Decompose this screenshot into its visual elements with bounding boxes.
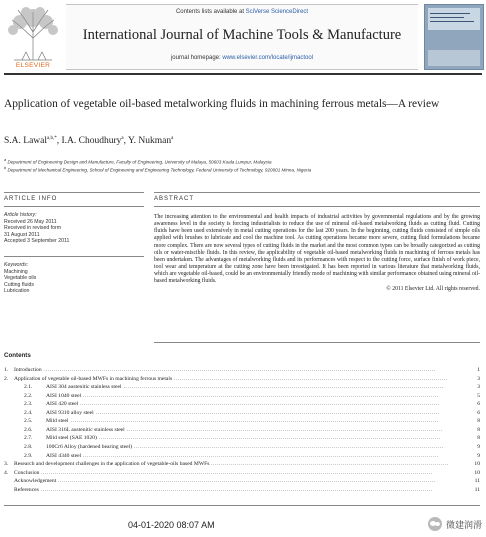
toc-title: Acknowledgement (14, 478, 57, 485)
journal-homepage-link[interactable]: www.elsevier.com/locate/ijmactool (222, 55, 314, 61)
toc-entry[interactable] (24, 443, 480, 451)
toc-page-number: 10 (474, 461, 480, 468)
elsevier-tree-logo (4, 4, 62, 66)
toc-leader-dots: ........................................................................................................................................................... (134, 443, 444, 450)
toc-page-number: 3 (477, 375, 480, 382)
toc-page-number: 8 (477, 435, 480, 442)
abstract-top-rule (154, 192, 480, 193)
toc-title: 100Cr6 Alloy (hardened bearing steel) (46, 443, 133, 450)
keyword: Lubrication (4, 288, 30, 295)
article-title: Application of vegetable oil-based metalworking fluids in machining ferrous metals—A review (4, 98, 440, 110)
toc-leader-dots: ............................................................................................................................................................................................. (58, 478, 436, 485)
toc-leader-dots: ......................................................................................................................................... (174, 375, 448, 382)
contents-available-prefix: Contents lists available at (175, 9, 246, 15)
history-line: Received 26 May 2011 (4, 218, 57, 225)
toc-page-number: 11 (474, 478, 480, 485)
author-superscript: a (121, 136, 124, 141)
toc-entry[interactable] (4, 477, 480, 485)
toc-number: 2.6. (24, 426, 33, 433)
toc-title: Conclusion (14, 469, 40, 476)
toc-entry[interactable] (4, 469, 480, 477)
toc-page-number: 9 (477, 452, 480, 459)
contents-bottom-rule (4, 505, 480, 506)
toc-entry[interactable] (4, 366, 480, 374)
article-info-rule (4, 206, 144, 207)
keywords-block (4, 262, 144, 295)
toc-title: Introduction (14, 367, 42, 373)
history-label: Article history: (4, 212, 37, 218)
journal-homepage-line (66, 55, 418, 61)
toc-number: 2.7. (24, 435, 33, 442)
abstract-body (154, 214, 480, 293)
toc-leader-dots: .................................................................................................................................................................................. (83, 392, 439, 399)
toc-entry[interactable] (24, 392, 480, 400)
affiliation-superscript: a (4, 157, 7, 162)
toc-number: 2.5. (24, 418, 33, 425)
affiliation-text: Department of Engineering Design and Manufacture, Faculty of Engineering, University of Malaya, 50603 Kuala Lumpur, Malaysia (7, 159, 272, 165)
contents-heading: Contents (4, 352, 31, 359)
article-info-heading: ARTICLE INFO (4, 196, 58, 202)
toc-entry[interactable] (24, 383, 480, 391)
homepage-prefix: journal homepage: (170, 55, 223, 61)
toc-page-number: 10 (474, 469, 480, 476)
toc-leader-dots: ............................................................................................................................................................................ (96, 409, 440, 416)
toc-leader-dots: .................................................................................................................................................................................................... (41, 469, 433, 476)
journal-cover-thumbnail (424, 4, 484, 70)
wechat-icon (428, 517, 442, 531)
screenshot-footer (0, 515, 486, 537)
toc-leader-dots: ........................................................................................................................................................................................ (71, 418, 439, 425)
abstract-rule (154, 206, 480, 207)
toc-number: 2. (4, 375, 9, 382)
toc-page-number: 8 (477, 418, 480, 425)
toc-leader-dots: .................................................................................................................................................................................................... (44, 367, 436, 373)
toc-entry[interactable] (24, 452, 480, 460)
toc-leader-dots: ........................................................................................................................................................................... (99, 435, 441, 442)
toc-page-number: 11 (474, 486, 480, 493)
keywords-label: Keywords: (4, 262, 29, 268)
toc-title: Application of vegetable oil-based MWFs in machining ferrous metals (14, 375, 173, 382)
toc-title: Mild steel (46, 418, 69, 425)
toc-entry[interactable] (24, 409, 480, 417)
toc-entry[interactable] (4, 375, 480, 383)
toc-title: Research and development challenges in the application of vegetable-oils based MWFs (14, 461, 210, 468)
affiliation-line (4, 165, 311, 173)
author-list: S.A. Lawal$^{a,b,*}$, I.A. Choudhury$^a$, Y. Nukman$^a$ (4, 136, 174, 147)
keyword: Cutting fluids (4, 281, 34, 288)
article-history (4, 212, 144, 245)
toc-leader-dots: ................................................................................................................................................................ (124, 384, 444, 391)
toc-title: AISI 4340 steel (46, 452, 82, 459)
toc-number: 2.3. (24, 401, 33, 408)
author-name[interactable]: Y. Nukman (128, 136, 172, 147)
toc-number: 2.8. (24, 443, 33, 450)
toc-leader-dots: .................................................................................................................................................................................... (80, 401, 440, 408)
toc-page-number: 1 (477, 367, 480, 373)
toc-title: Mild steel (SAE 1020) (46, 435, 97, 442)
watermark-text: 微建润滑 (445, 520, 482, 531)
abstract-heading: ABSTRACT (154, 196, 195, 202)
toc-leader-dots: .................................................................................................................................................................................................... (41, 486, 433, 493)
history-line: 31 August 2011 (4, 231, 40, 238)
sciencedirect-link[interactable]: SciVerse ScienceDirect (245, 9, 309, 15)
capture-timestamp: 04-01-2020 08:07 AM (128, 520, 215, 530)
affiliation-superscript: b (4, 165, 7, 170)
author-superscript: a,b,* (47, 136, 57, 141)
toc-number: 1. (4, 367, 9, 373)
publisher-logo-text: ELSEVIER (15, 62, 51, 69)
toc-entry[interactable] (24, 400, 480, 408)
toc-page-number: 8 (477, 426, 480, 433)
toc-page-number: 6 (477, 401, 480, 408)
author-name[interactable]: S.A. Lawal (4, 136, 48, 147)
affiliation-text: Department of Mechanical Engineering, School of Engineering and Engineering Technology, Federal University of Technology, 920001 Minna, Nigeria (7, 167, 312, 173)
keyword: Machining (4, 268, 28, 275)
toc-title: AISI 420 steel (46, 401, 79, 408)
header-rule (4, 73, 482, 75)
toc-leader-dots: .................................................................................................................................................................................. (83, 452, 439, 459)
abstract-bottom-rule (154, 342, 480, 343)
toc-entry[interactable] (24, 426, 480, 434)
toc-number: 3. (4, 461, 9, 468)
toc-number: 2.9. (24, 452, 33, 459)
toc-title: AISI 1040 steel (46, 392, 82, 399)
keyword: Vegetable oils (4, 275, 37, 282)
history-line: Received in revised form (4, 225, 62, 232)
toc-page-number: 5 (477, 392, 480, 399)
wechat-watermark (428, 517, 482, 531)
author-name[interactable]: I.A. Choudhury (61, 136, 122, 147)
article-info-top-rule (4, 192, 144, 193)
toc-number: 2.2. (24, 392, 33, 399)
toc-leader-dots: .............................................................................................................................................................. (127, 426, 443, 433)
author-superscript: a (171, 136, 174, 141)
toc-title: References (14, 486, 39, 493)
copyright-notice: © 2011 Elsevier Ltd. All rights reserved. (386, 285, 480, 292)
toc-page-number: 6 (477, 409, 480, 416)
toc-entry[interactable] (4, 460, 480, 468)
toc-page-number: 3 (477, 384, 480, 391)
toc-title: AISI 304 austenitic stainless steel (46, 384, 122, 391)
toc-title: AISI 316L austenitic stainless steel (46, 426, 125, 433)
toc-number: 2.4. (24, 409, 33, 416)
abstract-text: The increasing attention to the environmental and health impacts of industrial activities by governmental regulations and by the growing awareness level in the society is forcing industrialists to reduce the use of mineral oil-based metalworking fluids as cutting fluid. Cutting fluids have been used extensively in metal cutting operations for the last 200 years. In the beginning, cutting fluids consisted of simple oils applied with brushes to lubricate and cool the machine tool. As cutting operations became more severe, cutting fluid formulations became more complex. There are now several types of cutting fluids in the market and the most common types can be broadly categorized as cutting oils or water-miscible fluids. In this review, the applicability of vegetable oil-based metalworking fluids in machining of ferrous metals has been undertaken. The advantages of metalworking fluids and its performances with respect to the cutting force, surface finish of work piece, tool wear and temperature at the cutting zone have been investigated. It has been reported in various literature that metalworking fluids, which are vegetable oil-based, could be an environmentally friendly mode of machining with similar performance obtained using mineral oil-based metalworking fluids. (154, 214, 480, 285)
history-rule (4, 256, 144, 257)
affiliation-line (4, 157, 272, 165)
toc-entry[interactable] (4, 486, 480, 494)
toc-title: AISI 9310 alloy steel (46, 409, 94, 416)
toc-entry[interactable] (24, 417, 480, 425)
toc-page-number: 9 (477, 443, 480, 450)
history-line: Accepted 3 September 2011 (4, 238, 70, 245)
toc-entry[interactable] (24, 434, 480, 442)
journal-title: International Journal of Machine Tools & Manufacture (82, 27, 402, 43)
toc-number: 2.1. (24, 384, 33, 391)
toc-number: 4. (4, 469, 9, 476)
contents-available-line (66, 9, 418, 15)
toc-leader-dots: ....................................................................................................................... (211, 461, 449, 468)
journal-header-box (66, 4, 418, 70)
